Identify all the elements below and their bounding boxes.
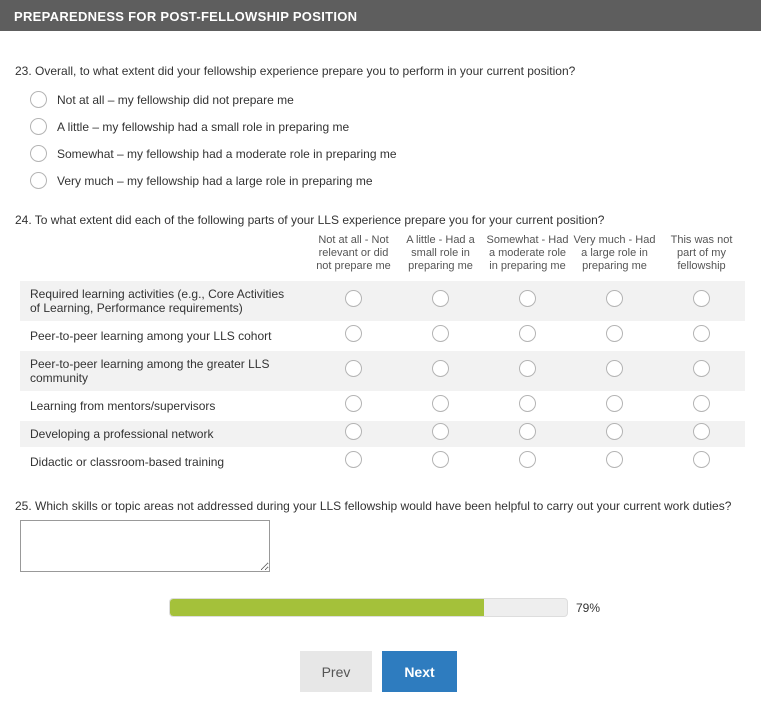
- matrix-column-2-header: A little - Had a small role in preparing me: [406, 234, 475, 272]
- q24-radio-r5-c3[interactable]: [519, 423, 536, 440]
- matrix-row-4-label: Learning from mentors/supervisors: [30, 399, 216, 413]
- matrix-column-4-header: Very much - Had a large role in preparing me: [573, 234, 656, 272]
- matrix-row-2-col-5-cell: [658, 323, 745, 349]
- matrix-row-3-col-4-cell: [571, 351, 658, 391]
- q23-option-3-label: Somewhat – my fellowship had a moderate role in preparing me: [57, 146, 397, 161]
- matrix-row-1-col-3-cell: [484, 281, 571, 321]
- q24-radio-r3-c4[interactable]: [606, 360, 623, 377]
- matrix-column-1-header: Not at all - Not relevant or did not prepare me: [316, 234, 391, 272]
- question-25-text: 25. Which skills or topic areas not addressed during your LLS fellowship would have been helpful to carry out your current work duties?: [15, 499, 732, 513]
- matrix-row-5-col-4-cell: [571, 421, 658, 447]
- q24-radio-r5-c4[interactable]: [606, 423, 623, 440]
- matrix-row-3-label: Peer-to-peer learning among the greater LLS community: [20, 351, 310, 391]
- q24-radio-r3-c5[interactable]: [693, 360, 710, 377]
- q25-answer-textarea[interactable]: [20, 520, 270, 572]
- matrix-row-6-col-2-cell: [397, 449, 484, 475]
- question-23-text: 23. Overall, to what extent did your fellowship experience prepare you to perform in your current position?: [15, 64, 576, 78]
- question-24-text: 24. To what extent did each of the following parts of your LLS experience prepare you for your current position?: [15, 213, 605, 227]
- matrix-row-5-label: Developing a professional network: [20, 421, 310, 447]
- q23-option-3[interactable]: [30, 145, 761, 162]
- q24-radio-r4-c2[interactable]: [432, 395, 449, 412]
- q24-radio-r6-c5[interactable]: [693, 451, 710, 468]
- q24-radio-r6-c3[interactable]: [519, 451, 536, 468]
- matrix-row-4-col-2-cell: [397, 393, 484, 419]
- matrix-row-6-col-3-cell: [484, 449, 571, 475]
- q24-radio-r4-c1[interactable]: [345, 395, 362, 412]
- q24-radio-r3-c1[interactable]: [345, 360, 362, 377]
- matrix-row-1: [20, 281, 745, 321]
- q23-radio-2[interactable]: [30, 118, 47, 135]
- matrix-row-1-col-1-cell: [310, 281, 397, 321]
- q24-radio-r3-c2[interactable]: [432, 360, 449, 377]
- matrix-row-6: [20, 449, 745, 475]
- q24-radio-r2-c5[interactable]: [693, 325, 710, 342]
- matrix-row-2-col-1-cell: [310, 323, 397, 349]
- question-23-options: [30, 91, 761, 189]
- matrix-row-3-col-3-cell: [484, 351, 571, 391]
- q24-radio-r5-c1[interactable]: [345, 423, 362, 440]
- q23-option-2-label: A little – my fellowship had a small role in preparing me: [57, 119, 350, 134]
- matrix-row-3-col-5-cell: [658, 351, 745, 391]
- q24-radio-r6-c1[interactable]: [345, 451, 362, 468]
- q24-radio-r6-c4[interactable]: [606, 451, 623, 468]
- q23-option-1[interactable]: [30, 91, 761, 108]
- q23-radio-3[interactable]: [30, 145, 47, 162]
- matrix-row-4-col-4-cell: [571, 393, 658, 419]
- matrix-row-2-col-2-cell: [397, 323, 484, 349]
- q24-radio-r1-c2[interactable]: [432, 290, 449, 307]
- q23-radio-1[interactable]: [30, 91, 47, 108]
- matrix-row-5-col-2-cell: [397, 421, 484, 447]
- matrix-row-1-col-4-cell: [571, 281, 658, 321]
- progress-fill: [170, 599, 484, 616]
- q24-radio-r5-c5[interactable]: [693, 423, 710, 440]
- matrix-row-5-col-1-cell: [310, 421, 397, 447]
- progress-percent-label: 79%: [576, 600, 601, 615]
- matrix-row-4-col-5-cell: [658, 393, 745, 419]
- matrix-row-6-col-1-cell: [310, 449, 397, 475]
- matrix-column-3-header: Somewhat - Had a moderate role in preparing me: [486, 234, 569, 272]
- matrix-row-2: [20, 323, 745, 349]
- matrix-row-4-col-1-cell: [310, 393, 397, 419]
- matrix-header-row: [20, 234, 745, 279]
- q24-radio-r6-c2[interactable]: [432, 451, 449, 468]
- q24-radio-r2-c4[interactable]: [606, 325, 623, 342]
- q24-radio-r1-c4[interactable]: [606, 290, 623, 307]
- matrix-row-5-col-5-cell: [658, 421, 745, 447]
- matrix-row-5-col-3-cell: [484, 421, 571, 447]
- q24-radio-r4-c3[interactable]: [519, 395, 536, 412]
- matrix-column-5-header: This was not part of my fellowship: [670, 234, 733, 272]
- q23-option-2[interactable]: [30, 118, 761, 135]
- q23-radio-4[interactable]: [30, 172, 47, 189]
- q24-radio-r4-c4[interactable]: [606, 395, 623, 412]
- q24-radio-r4-c5[interactable]: [693, 395, 710, 412]
- matrix-row-6-col-4-cell: [571, 449, 658, 475]
- progress-track: [169, 598, 568, 617]
- q24-radio-r1-c1[interactable]: [345, 290, 362, 307]
- q24-radio-r5-c2[interactable]: [432, 423, 449, 440]
- next-button[interactable]: Next: [382, 651, 457, 692]
- prev-button[interactable]: Prev: [300, 651, 372, 692]
- q24-radio-r1-c3[interactable]: [519, 290, 536, 307]
- page-title: PREPAREDNESS FOR POST-FELLOWSHIP POSITION: [0, 0, 761, 31]
- q24-radio-r3-c3[interactable]: [519, 360, 536, 377]
- matrix-row-6-label: Didactic or classroom-based training: [30, 455, 225, 469]
- q24-radio-r2-c1[interactable]: [345, 325, 362, 342]
- matrix-header-empty: [20, 234, 310, 279]
- matrix-row-1-label: Required learning activities (e.g., Core Activities of Learning, Performance requirements): [20, 281, 310, 321]
- q24-radio-r1-c5[interactable]: [693, 290, 710, 307]
- matrix-row-3: [20, 351, 745, 391]
- q23-option-1-label: Not at all – my fellowship did not prepare me: [57, 92, 294, 107]
- matrix-row-2-col-3-cell: [484, 323, 571, 349]
- matrix-row-3-col-2-cell: [397, 351, 484, 391]
- matrix-row-3-col-1-cell: [310, 351, 397, 391]
- matrix-row-4: [20, 393, 745, 419]
- matrix-row-4-col-3-cell: [484, 393, 571, 419]
- question-24-matrix: [20, 232, 745, 477]
- progress-bar: [169, 598, 761, 617]
- matrix-row-1-col-5-cell: [658, 281, 745, 321]
- matrix-row-1-col-2-cell: [397, 281, 484, 321]
- q24-radio-r2-c3[interactable]: [519, 325, 536, 342]
- matrix-row-2-col-4-cell: [571, 323, 658, 349]
- matrix-row-2-label: Peer-to-peer learning among your LLS cohort: [30, 329, 272, 343]
- q24-radio-r2-c2[interactable]: [432, 325, 449, 342]
- matrix-row-6-col-5-cell: [658, 449, 745, 475]
- matrix-row-5: [20, 421, 745, 447]
- q23-option-4[interactable]: [30, 172, 761, 189]
- q23-option-4-label: Very much – my fellowship had a large role in preparing me: [57, 173, 373, 188]
- navigation-buttons: [300, 651, 761, 692]
